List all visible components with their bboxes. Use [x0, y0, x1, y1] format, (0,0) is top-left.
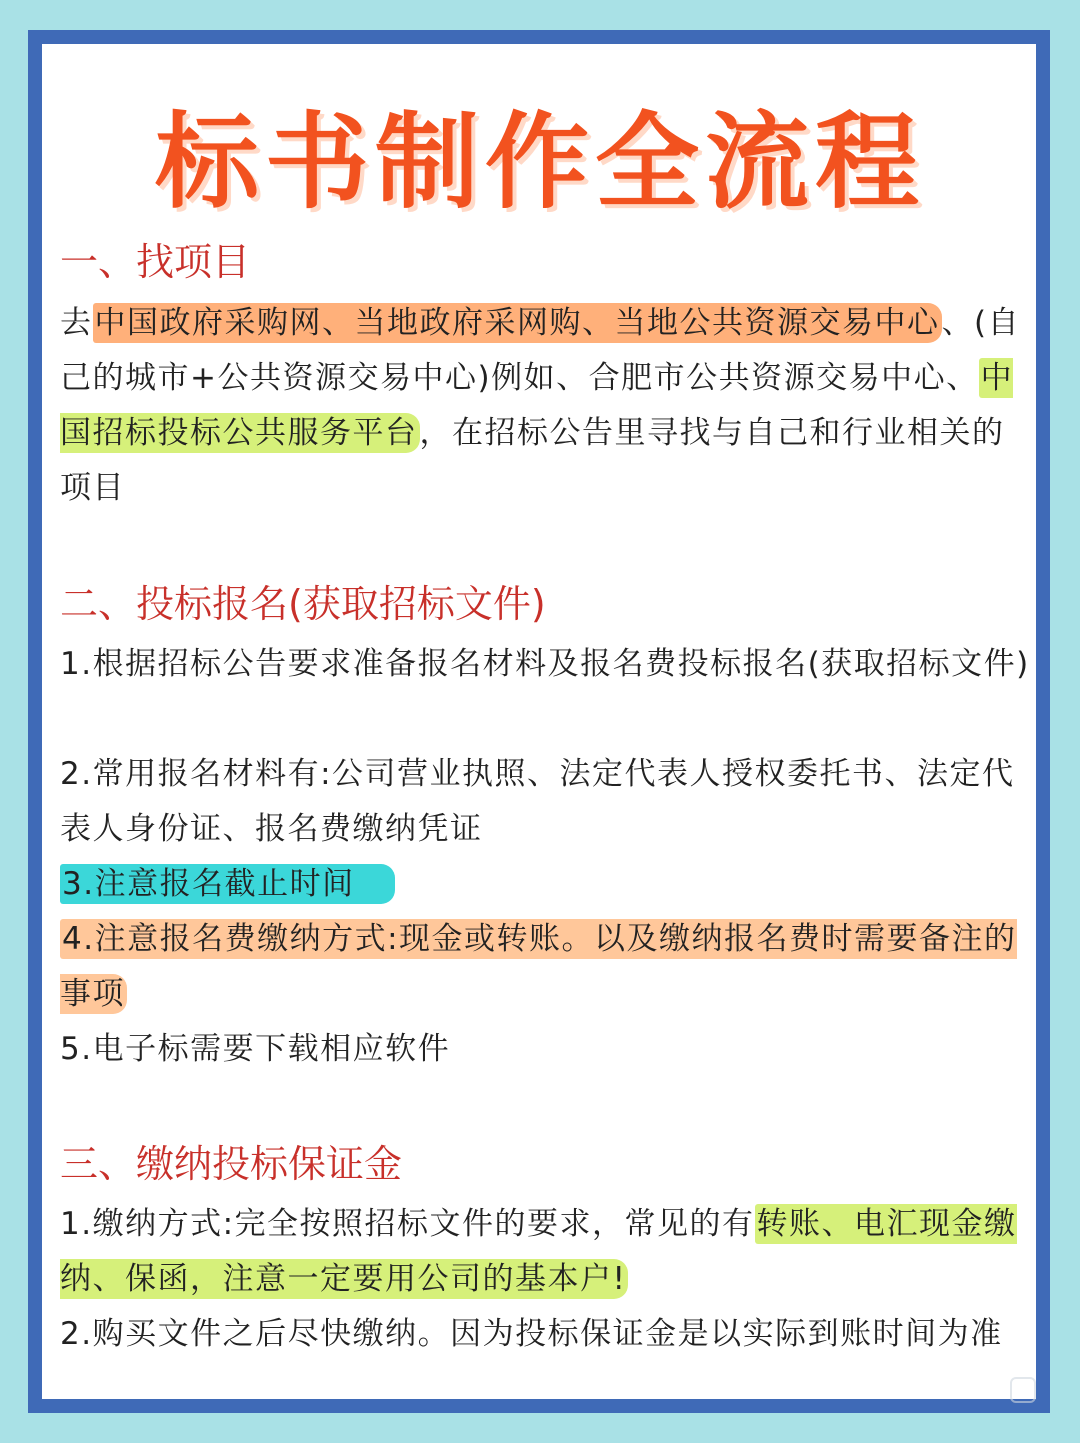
section1-heading: 一、找项目 — [60, 240, 251, 284]
section1-highlight-platform: 中国招标投标公共服务平台 — [60, 360, 1014, 451]
section2-item-4-highlight: 4.注意报名费缴纳方式:现金或转账。以及缴纳报名费时需要备注的事项 — [60, 921, 1017, 1012]
section1-paragraph — [60, 296, 1030, 516]
section1-text-1: 去 — [60, 305, 93, 341]
section3-heading: 三、缴纳投标保证金 — [60, 1142, 403, 1186]
section3-item-1-highlight: 转账、电汇现金缴纳、保函，注意一定要用公司的基本户! — [60, 1206, 1017, 1297]
section3-item-1-text: 1.缴纳方式:完全按照招标文件的要求，常见的有 — [60, 1206, 755, 1242]
section3-item-1 — [60, 1197, 1030, 1307]
section2-item-5: 5.电子标需要下载相应软件 — [60, 1031, 451, 1067]
section1-highlight-sites: 中国政府采购网、当地政府采网购、当地公共资源交易中心 — [94, 305, 940, 341]
section2-heading: 二、投标报名(获取招标文件) — [60, 582, 546, 626]
section1-text-2: 、(自己的城市+公共资源交易中心)例如、合肥市公共资源交易中心、 — [60, 305, 1021, 396]
section2-item-3-highlight: 3.注意报名截止时间 — [60, 864, 395, 904]
section3-item-2: 2.购买文件之后尽快缴纳。因为投标保证金是以实际到账时间为准 — [60, 1316, 1003, 1352]
section2-item-1: 1.根据招标公告要求准备报名材料及报名费投标报名(获取招标文件) — [60, 646, 1030, 682]
section2-item-3 — [60, 857, 1030, 912]
page-title: 标书制作全流程 — [154, 101, 925, 223]
section2-item-4 — [60, 912, 1030, 1022]
watermark-icon — [1010, 1377, 1036, 1403]
section1-text-3: ，在招标公告里寻找与自己和行业相关的项目 — [60, 415, 1005, 506]
section2-item-2: 2.常用报名材料有:公司营业执照、法定代表人授权委托书、法定代表人身份证、报名费缴纳凭证 — [60, 756, 1015, 847]
